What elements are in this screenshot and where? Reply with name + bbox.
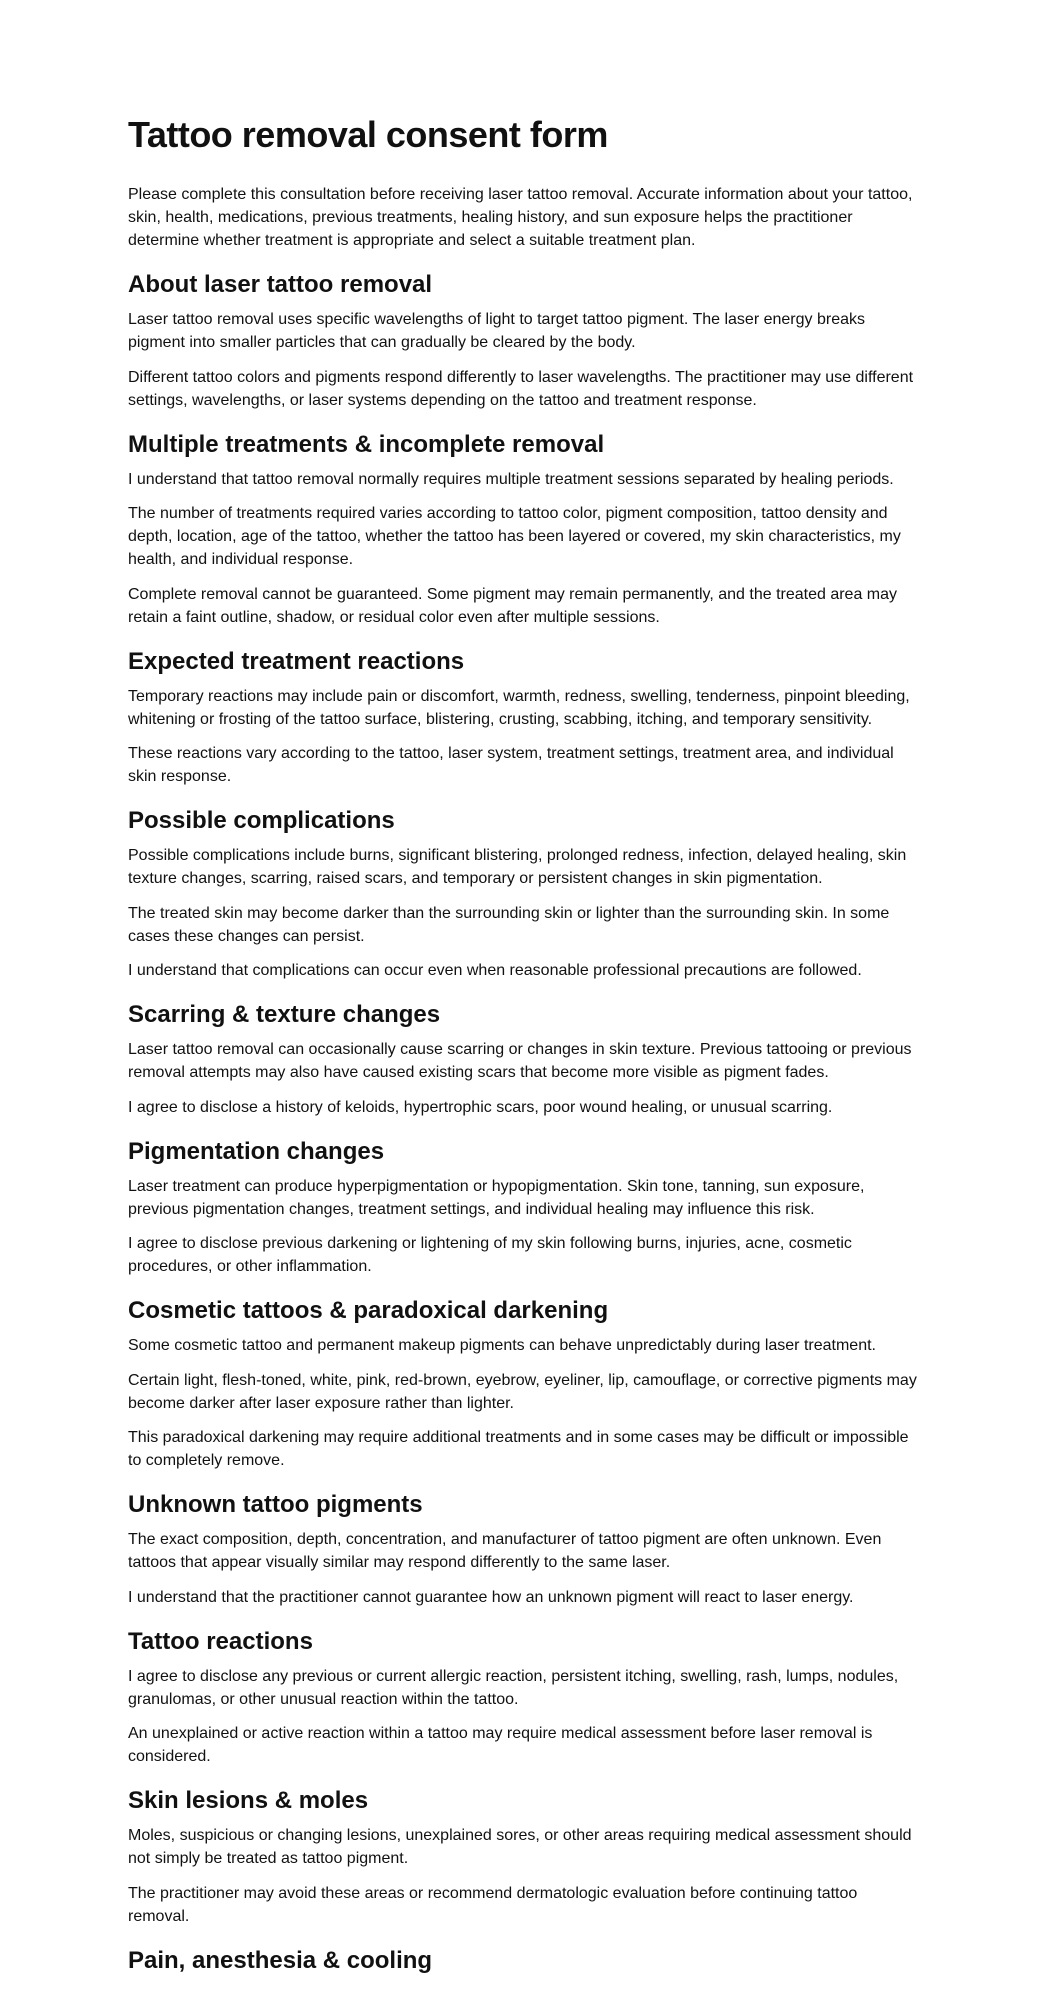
section-heading: Expected treatment reactions — [128, 647, 465, 675]
section-paragraph: Possible complications include burns, significant blistering, prolonged redness, infection, delayed healing, skin texture changes, scarring, raised scars, and temporary or persistent changes in skin pigmentation. — [128, 847, 907, 887]
section-paragraph: The exact composition, depth, concentration, and manufacturer of tattoo pigment are often unknown. Even tattoos that appear visually similar may respond differently to the same laser. — [128, 1531, 882, 1571]
section-heading: Scarring & texture changes — [128, 1001, 441, 1028]
section-heading: Cosmetic tattoos & paradoxical darkening — [128, 1297, 609, 1324]
section-paragraph: Laser tattoo removal can occasionally cause scarring or changes in skin texture. Previous tattooing or previous removal attempts may also have caused existing scars that become more visible as pigment fades. — [128, 1041, 912, 1081]
section-paragraph: The number of treatments required varies according to tattoo color, pigment composition, tattoo density and depth, location, age of the tattoo, whether the tattoo has been layered or covered, my skin characteristics, my health, and individual response. — [128, 505, 901, 568]
section-paragraph: An unexplained or active reaction within a tattoo may require medical assessment before laser removal is considered. — [128, 1725, 873, 1765]
section-paragraph: Laser tattoo removal uses specific wavelengths of light to target tattoo pigment. The laser energy breaks pigment into smaller particles that can gradually be cleared by the body. — [128, 311, 865, 351]
consent-section — [128, 806, 918, 982]
section-paragraph: I understand that tattoo removal normally requires multiple treatment sessions separated by healing periods. — [128, 470, 894, 488]
section-paragraph: Complete removal cannot be guaranteed. Some pigment may remain permanently, and the treated area may retain a faint outline, shadow, or residual color even after multiple sessions. — [128, 585, 898, 626]
consent-section — [128, 1490, 918, 1609]
section-paragraph: I understand that complications can occur even when reasonable professional precautions are followed. — [128, 962, 862, 979]
page-title: Tattoo removal consent form — [128, 114, 608, 155]
section-paragraph: The practitioner may avoid these areas or recommend dermatologic evaluation before continuing tattoo removal. — [128, 1884, 858, 1925]
section-heading: Unknown tattoo pigments — [128, 1491, 423, 1518]
section-heading: Skin lesions & moles — [128, 1787, 369, 1814]
section-heading: About laser tattoo removal — [128, 271, 433, 298]
section-paragraph: I agree to disclose a history of keloids, hypertrophic scars, poor wound healing, or unusual scarring. — [128, 1098, 833, 1116]
intro-text: Please complete this consultation before receiving laser tattoo removal. Accurate information about your tattoo, skin, health, medications, previous treatments, healing history, and sun exposure helps the practitioner determine whether treatment is appropriate and select a suitable treatment plan. — [128, 186, 913, 249]
consent-section — [128, 270, 918, 412]
consent-section — [128, 1137, 918, 1279]
consent-section — [128, 1000, 918, 1119]
section-heading: Pigmentation changes — [128, 1137, 385, 1165]
section-paragraph: Certain light, flesh-toned, white, pink, red-brown, eyebrow, eyeliner, lip, camouflage, or corrective pigments may become darker after laser exposure rather than lighter. — [128, 1371, 917, 1412]
section-paragraph: Temporary reactions may include pain or discomfort, warmth, redness, swelling, tenderness, pinpoint bleeding, whitening or frosting of the tattoo surface, blistering, crusting, scabbing, itching, and temporary sensitivity. — [128, 687, 910, 728]
consent-section — [128, 1786, 918, 1928]
section-heading: Tattoo reactions — [128, 1627, 313, 1655]
consent-section — [128, 1946, 918, 1976]
form-content — [128, 111, 918, 1984]
consent-section — [128, 647, 918, 789]
section-heading: Multiple treatments & incomplete removal — [128, 430, 605, 458]
consent-section — [128, 1296, 918, 1472]
section-paragraph: This paradoxical darkening may require additional treatments and in some cases may be difficult or impossible to completely remove. — [128, 1429, 909, 1469]
section-paragraph: I understand that the practitioner cannot guarantee how an unknown pigment will react to laser energy. — [128, 1588, 854, 1606]
sections-container — [128, 270, 918, 1976]
section-paragraph: Some cosmetic tattoo and permanent makeup pigments can behave unpredictably during laser treatment. — [128, 1337, 876, 1354]
section-paragraph: I agree to disclose any previous or current allergic reaction, persistent itching, swelling, rash, lumps, nodules, granulomas, or other unusual reaction within the tattoo. — [128, 1667, 899, 1708]
section-paragraph: Laser treatment can produce hyperpigmentation or hypopigmentation. Skin tone, tanning, sun exposure, previous pigmentation changes, treatment settings, and individual healing may influence this risk. — [128, 1177, 865, 1218]
consent-section — [128, 430, 918, 629]
consent-section — [128, 1627, 918, 1769]
section-heading: Possible complications — [128, 807, 395, 834]
section-paragraph: These reactions vary according to the tattoo, laser system, treatment settings, treatment area, and individual skin response. — [128, 745, 894, 785]
section-paragraph: The treated skin may become darker than the surrounding skin or lighter than the surrounding skin. In some cases these changes can persist. — [128, 904, 890, 945]
section-paragraph: Different tattoo colors and pigments respond differently to laser wavelengths. The practitioner may use different settings, wavelengths, or laser systems depending on the tattoo and treatment response. — [128, 368, 914, 409]
section-paragraph: Moles, suspicious or changing lesions, unexplained sores, or other areas requiring medical assessment should not simply be treated as tattoo pigment. — [128, 1827, 912, 1867]
section-heading: Pain, anesthesia & cooling — [128, 1946, 433, 1974]
section-paragraph: I agree to disclose previous darkening or lightening of my skin following burns, injuries, acne, cosmetic procedures, or other inflammation. — [128, 1235, 852, 1275]
